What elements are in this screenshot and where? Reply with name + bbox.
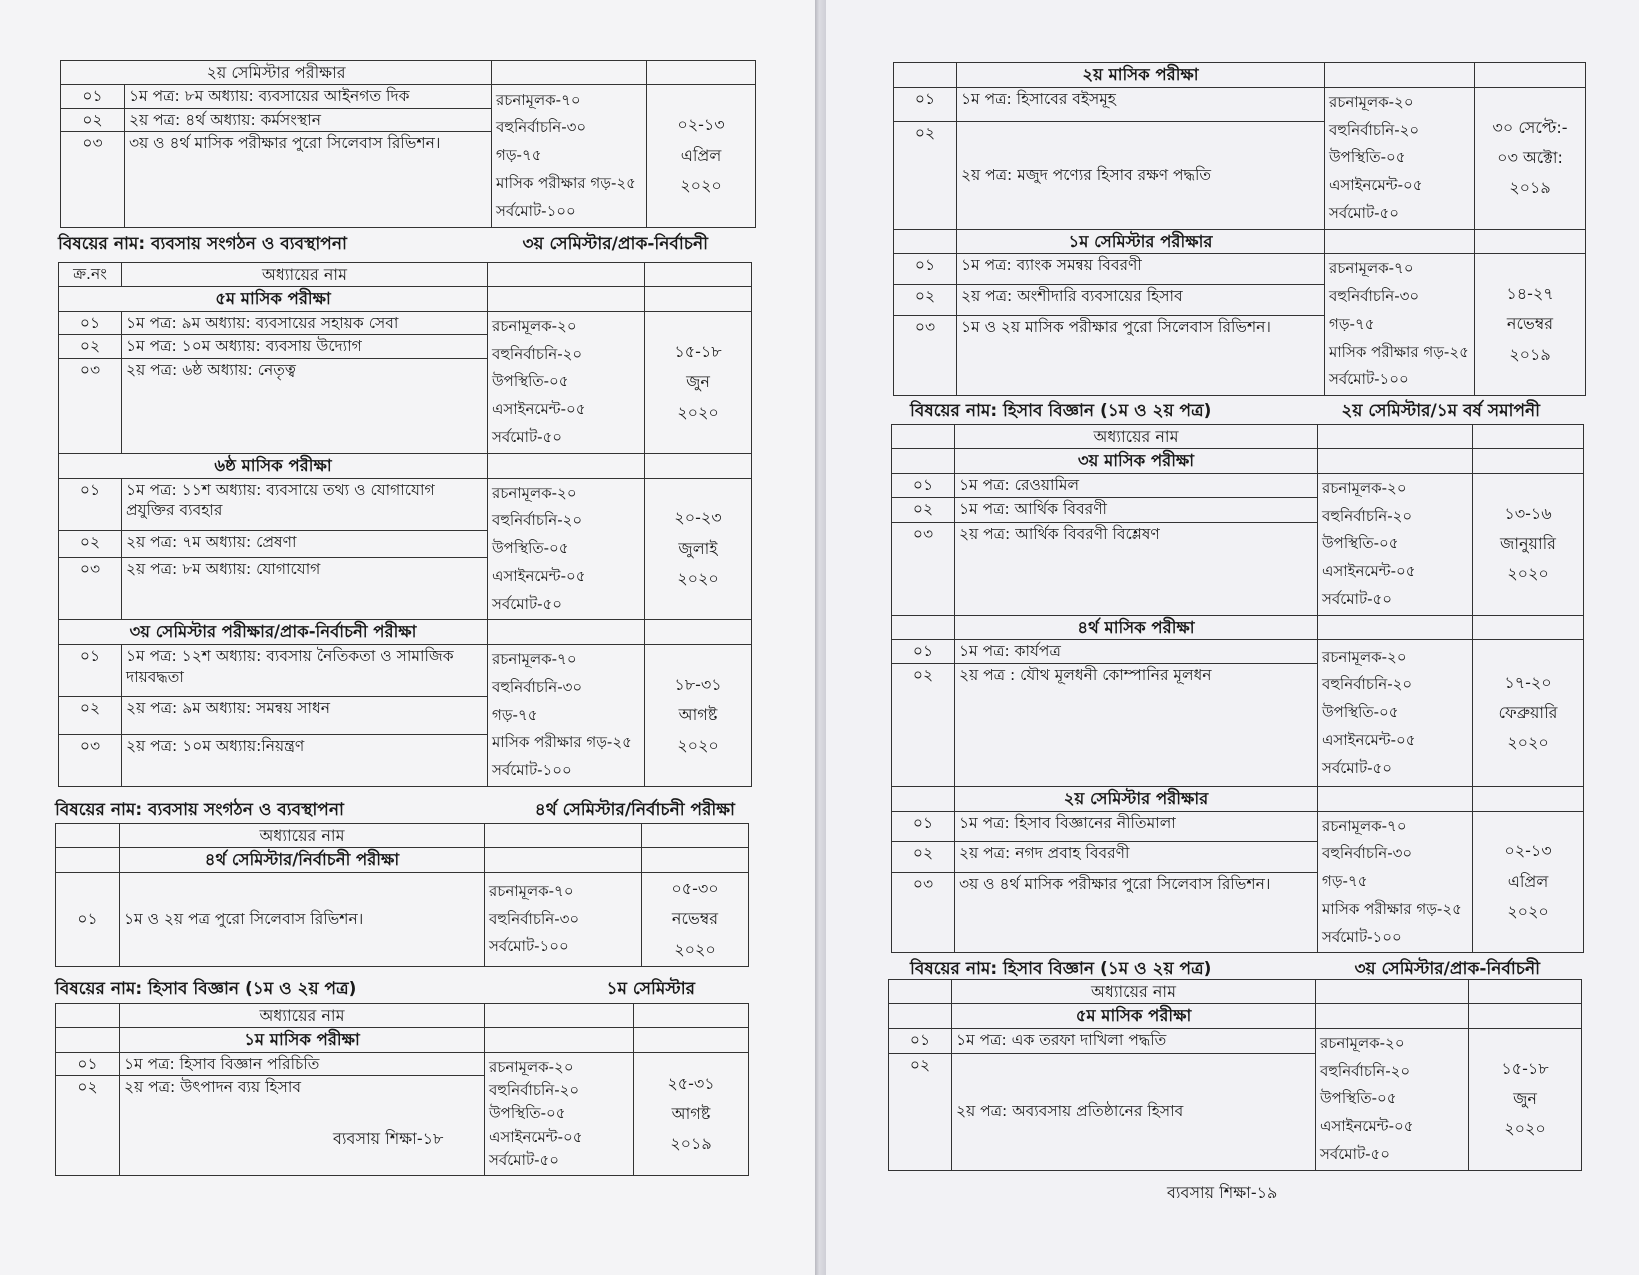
chapter-cell: ১ম পত্র: হিসাব বিজ্ঞানের নীতিমালা <box>955 811 1318 842</box>
semester-name: ৩য় সেমিস্টার/প্রাক-নির্বাচনী <box>522 234 708 254</box>
subject-heading <box>910 398 1540 426</box>
row-no: ০২ <box>892 842 955 873</box>
group-title: ৫ম মাসিক পরীক্ষা <box>59 287 488 312</box>
group-title: ২য় মাসিক পরীক্ষা <box>957 63 1325 88</box>
row-no: ০৩ <box>59 358 122 453</box>
group-title: ২য় সেমিস্টার পরীক্ষার <box>955 786 1318 811</box>
chapter-cell: ১ম পত্র: কার্যপত্র <box>955 640 1318 663</box>
col-header-chapter: অধ্যায়ের নাম <box>120 824 485 848</box>
marks-cell: রচনামূলক-৭০ বহুনির্বাচনি-৩০ গড়-৭৫ মাসিক পরীক্ষার গড়-২৫ সর্বমোট-১০০ <box>488 645 645 787</box>
semester-name: ৪র্থ সেমিস্টার/নির্বাচনী পরীক্ষা <box>534 800 735 820</box>
marks-cell: রচনামূলক-২০ বহুনির্বাচনি-২০ উপস্থিতি-০৫ এসাইনমেন্ট-০৫ সর্বমোট-৫০ <box>1318 640 1473 786</box>
subject-name: বিষয়ের নাম: হিসাব বিজ্ঞান (১ম ও ২য় পত্র) <box>910 959 1212 979</box>
left-table-4th-semester <box>55 823 749 967</box>
row-no: ০১ <box>59 311 122 334</box>
chapter-cell: ১ম ও ২য় পত্র পুরো সিলেবাস রিভিশন। <box>120 872 485 966</box>
chapter-cell: ২য় পত্র: ৬ষ্ঠ অধ্যায়: নেতৃত্ব <box>122 358 488 453</box>
chapter-cell: ১ম পত্র: আর্থিক বিবরণী <box>955 498 1318 522</box>
group-title: ৪র্থ সেমিস্টার/নির্বাচনী পরীক্ষা <box>120 848 485 873</box>
subject-heading <box>55 797 735 825</box>
right-table-2nd-semester <box>891 424 1584 953</box>
row-no: ০৩ <box>61 132 125 228</box>
marks-cell: রচনামূলক-২০ বহুনির্বাচনি-২০ উপস্থিতি-০৫ এসাইনমেন্ট-০৫ সর্বমোট-৫০ <box>488 311 645 453</box>
left-table-2nd-semester <box>60 60 756 228</box>
row-no: ০৩ <box>59 558 122 620</box>
col-header-chapter: অধ্যায়ের নাম <box>952 980 1316 1004</box>
group-title: ৫ম মাসিক পরীক্ষা <box>952 1004 1316 1029</box>
right-table-2nd-monthly <box>893 62 1586 396</box>
row-no: ০২ <box>59 530 122 558</box>
group-title: ১ম মাসিক পরীক্ষা <box>120 1028 485 1053</box>
chapter-cell: ১ম পত্র: এক তরফা দাখিলা পদ্ধতি <box>952 1028 1316 1053</box>
chapter-cell: ২য় পত্র: আর্থিক বিবরণী বিশ্লেষণ <box>955 522 1318 615</box>
col-header-chapter: অধ্যায়ের নাম <box>120 1004 485 1028</box>
chapter-cell: ১ম পত্র: রেওয়ামিল <box>955 473 1318 497</box>
row-no: ০১ <box>59 478 122 530</box>
group-title: ১ম সেমিস্টার পরীক্ষার <box>957 229 1325 254</box>
col-header-serial: ক্র.নং <box>59 263 122 287</box>
chapter-cell: ১ম পত্র: ১২শ অধ্যায়: ব্যবসায় নৈতিকতা ও সামাজিক দায়বদ্ধতা <box>122 645 488 697</box>
left-table-3rd-semester <box>58 262 752 787</box>
chapter-cell: ৩য় ও ৪র্থ মাসিক পরীক্ষার পুরো সিলেবাস রিভিশন। <box>955 873 1318 953</box>
semester-name: ১ম সেমিস্টার <box>606 979 695 999</box>
chapter-cell: ৩য় ও ৪র্থ মাসিক পরীক্ষার পুরো সিলেবাস রিভিশন। <box>125 132 492 228</box>
group-title: ২য় সেমিস্টার পরীক্ষার <box>61 61 492 85</box>
row-no: ০২ <box>61 108 125 131</box>
col-header-chapter: অধ্যায়ের নাম <box>122 263 488 287</box>
row-no: ০২ <box>894 285 957 316</box>
page-footer: ব্যবসায় শিক্ষা-১৯ <box>1167 1183 1278 1202</box>
chapter-cell: ২য় পত্র: ৮ম অধ্যায়: যোগাযোগ <box>122 558 488 620</box>
chapter-cell: ১ম ও ২য় মাসিক পরীক্ষার পুরো সিলেবাস রিভিশন। <box>957 316 1325 396</box>
marks-cell: রচনামূলক-৭০ বহুনির্বাচনি-৩০ গড়-৭৫ মাসিক পরীক্ষার গড়-২৫ সর্বমোট-১০০ <box>492 85 647 228</box>
date-cell: ০২-১৩ এপ্রিল ২০২০ <box>1473 811 1584 953</box>
subject-name: বিষয়ের নাম: ব্যবসায় সংগঠন ও ব্যবস্থাপনা <box>58 234 347 254</box>
marks-cell: রচনামূলক-৭০ বহুনির্বাচনি-৩০ গড়-৭৫ মাসিক পরীক্ষার গড়-২৫ সর্বমোট-১০০ <box>1325 254 1475 396</box>
chapter-cell: ১ম পত্র: হিসাবের বইসমূহ <box>957 87 1325 121</box>
marks-cell: রচনামূলক-৭০ বহুনির্বাচনি-৩০ গড়-৭৫ মাসিক পরীক্ষার গড়-২৫ সর্বমোট-১০০ <box>1318 811 1473 953</box>
subject-heading <box>58 231 708 259</box>
chapter-cell: ১ম পত্র: ১০ম অধ্যায়: ব্যবসায় উদ্যোগ <box>122 335 488 358</box>
date-cell: ১৫-১৮ জুন ২০২০ <box>645 311 752 453</box>
chapter-cell: ২য় পত্র: অব্যবসায় প্রতিষ্ঠানের হিসাব <box>952 1053 1316 1170</box>
date-cell: ২৫-৩১ আগষ্ট ২০১৯ <box>634 1052 749 1175</box>
row-no: ০১ <box>894 87 957 121</box>
date-cell: ৩০ সেপ্টে:- ০৩ অক্টো: ২০১৯ <box>1475 87 1586 229</box>
row-no: ০২ <box>59 697 122 735</box>
row-no: ০৩ <box>894 316 957 396</box>
marks-cell: রচনামূলক-২০ বহুনির্বাচনি-২০ উপস্থিতি-০৫ এসাইনমেন্ট-০৫ সর্বমোট-৫০ <box>488 478 645 620</box>
row-no: ০১ <box>61 85 125 108</box>
chapter-cell: ২য় পত্র: মজুদ পণ্যের হিসাব রক্ষণ পদ্ধতি <box>957 121 1325 229</box>
row-no: ০১ <box>892 811 955 842</box>
row-no: ০২ <box>56 1076 120 1176</box>
subject-name: বিষয়ের নাম: ব্যবসায় সংগঠন ও ব্যবস্থাপনা <box>55 800 344 820</box>
marks-cell: রচনামূলক-২০ বহুনির্বাচনি-২০ উপস্থিতি-০৫ এসাইনমেন্ট-০৫ সর্বমোট-৫০ <box>1325 87 1475 229</box>
book-gutter <box>815 0 826 1275</box>
row-no: ০৩ <box>892 873 955 953</box>
chapter-cell: ১ম পত্র: হিসাব বিজ্ঞান পরিচিতি <box>120 1052 485 1075</box>
row-no: ০১ <box>56 1052 120 1075</box>
row-no: ০৩ <box>892 522 955 615</box>
chapter-cell: ২য় পত্র: নগদ প্রবাহ বিবরণী <box>955 842 1318 873</box>
date-cell: ২০-২৩ জুলাই ২০২০ <box>645 478 752 620</box>
subject-name: বিষয়ের নাম: হিসাব বিজ্ঞান (১ম ও ২য় পত্র) <box>55 979 357 999</box>
semester-name: ২য় সেমিস্টার/১ম বর্ষ সমাপনী <box>1341 401 1540 421</box>
row-no: ০৩ <box>59 734 122 786</box>
group-title: ৩য় সেমিস্টার পরীক্ষার/প্রাক-নির্বাচনী পরীক্ষা <box>59 620 488 645</box>
chapter-cell: ১ম পত্র: ৯ম অধ্যায়: ব্যবসায়ের সহায়ক সেবা <box>122 311 488 334</box>
date-cell: ১৮-৩১ আগষ্ট ২০২০ <box>645 645 752 787</box>
date-cell: ০৫-৩০ নভেম্বর ২০২০ <box>642 872 749 966</box>
group-title: ৪র্থ মাসিক পরীক্ষা <box>955 615 1318 640</box>
chapter-cell: ২য় পত্র: ১০ম অধ্যায়:নিয়ন্ত্রণ <box>122 734 488 786</box>
chapter-cell: ২য় পত্র: উৎপাদন ব্যয় হিসাব <box>120 1076 485 1176</box>
page-footer: ব্যবসায় শিক্ষা-১৮ <box>333 1129 444 1148</box>
chapter-cell: ২য় পত্র : যৌথ মূলধনী কোম্পানির মূলধন <box>955 663 1318 786</box>
row-no: ০২ <box>59 335 122 358</box>
date-cell: ১৫-১৮ জুন ২০২০ <box>1469 1028 1582 1170</box>
row-no: ০২ <box>892 498 955 522</box>
col-header-chapter: অধ্যায়ের নাম <box>955 425 1318 449</box>
chapter-cell: ২য় পত্র: ৪র্থ অধ্যায়: কর্মসংস্থান <box>125 108 492 131</box>
group-title: ৩য় মাসিক পরীক্ষা <box>955 449 1318 474</box>
marks-cell: রচনামূলক-২০ বহুনির্বাচনি-২০ উপস্থিতি-০৫ এসাইনমেন্ট-০৫ সর্বমোট-৫০ <box>1316 1028 1469 1170</box>
subject-name: বিষয়ের নাম: হিসাব বিজ্ঞান (১ম ও ২য় পত্র) <box>910 401 1212 421</box>
subject-heading <box>55 976 695 1004</box>
row-no: ০১ <box>56 872 120 966</box>
marks-cell: রচনামূলক-২০ বহুনির্বাচনি-২০ উপস্থিতি-০৫ এসাইনমেন্ট-০৫ সর্বমোট-৫০ <box>485 1052 634 1175</box>
date-cell: ০২-১৩ এপ্রিল ২০২০ <box>647 85 756 228</box>
row-no: ০২ <box>894 121 957 229</box>
chapter-cell: ২য় পত্র: অংশীদারি ব্যবসায়ের হিসাব <box>957 285 1325 316</box>
group-title: ৬ষ্ঠ মাসিক পরীক্ষা <box>59 453 488 478</box>
chapter-cell: ২য় পত্র: ৯ম অধ্যায়: সমন্বয় সাধন <box>122 697 488 735</box>
row-no: ০১ <box>59 645 122 697</box>
row-no: ০১ <box>892 640 955 663</box>
semester-name: ৩য় সেমিস্টার/প্রাক-নির্বাচনী <box>1354 959 1540 979</box>
row-no: ০১ <box>892 473 955 497</box>
chapter-cell: ১ম পত্র: ব্যাংক সমন্বয় বিবরণী <box>957 254 1325 285</box>
row-no: ০২ <box>892 663 955 786</box>
date-cell: ১৩-১৬ জানুয়ারি ২০২০ <box>1473 473 1584 615</box>
marks-cell: রচনামূলক-৭০ বহুনির্বাচনি-৩০ সর্বমোট-১০০ <box>485 872 642 966</box>
chapter-cell: ২য় পত্র: ৭ম অধ্যায়: প্রেষণা <box>122 530 488 558</box>
date-cell: ১৭-২০ ফেব্রুয়ারি ২০২০ <box>1473 640 1584 786</box>
row-no: ০১ <box>894 254 957 285</box>
chapter-cell: ১ম পত্র: ৮ম অধ্যায়: ব্যবসায়ের আইনগত দিক <box>125 85 492 108</box>
row-no: ০১ <box>889 1028 952 1053</box>
right-table-3rd-semester <box>888 979 1582 1171</box>
row-no: ০২ <box>889 1053 952 1170</box>
marks-cell: রচনামূলক-২০ বহুনির্বাচনি-২০ উপস্থিতি-০৫ এসাইনমেন্ট-০৫ সর্বমোট-৫০ <box>1318 473 1473 615</box>
date-cell: ১৪-২৭ নভেম্বর ২০১৯ <box>1475 254 1586 396</box>
chapter-cell: ১ম পত্র: ১১শ অধ্যায়: ব্যবসায়ে তথ্য ও যোগাযোগ প্রযুক্তির ব্যবহার <box>122 478 488 530</box>
